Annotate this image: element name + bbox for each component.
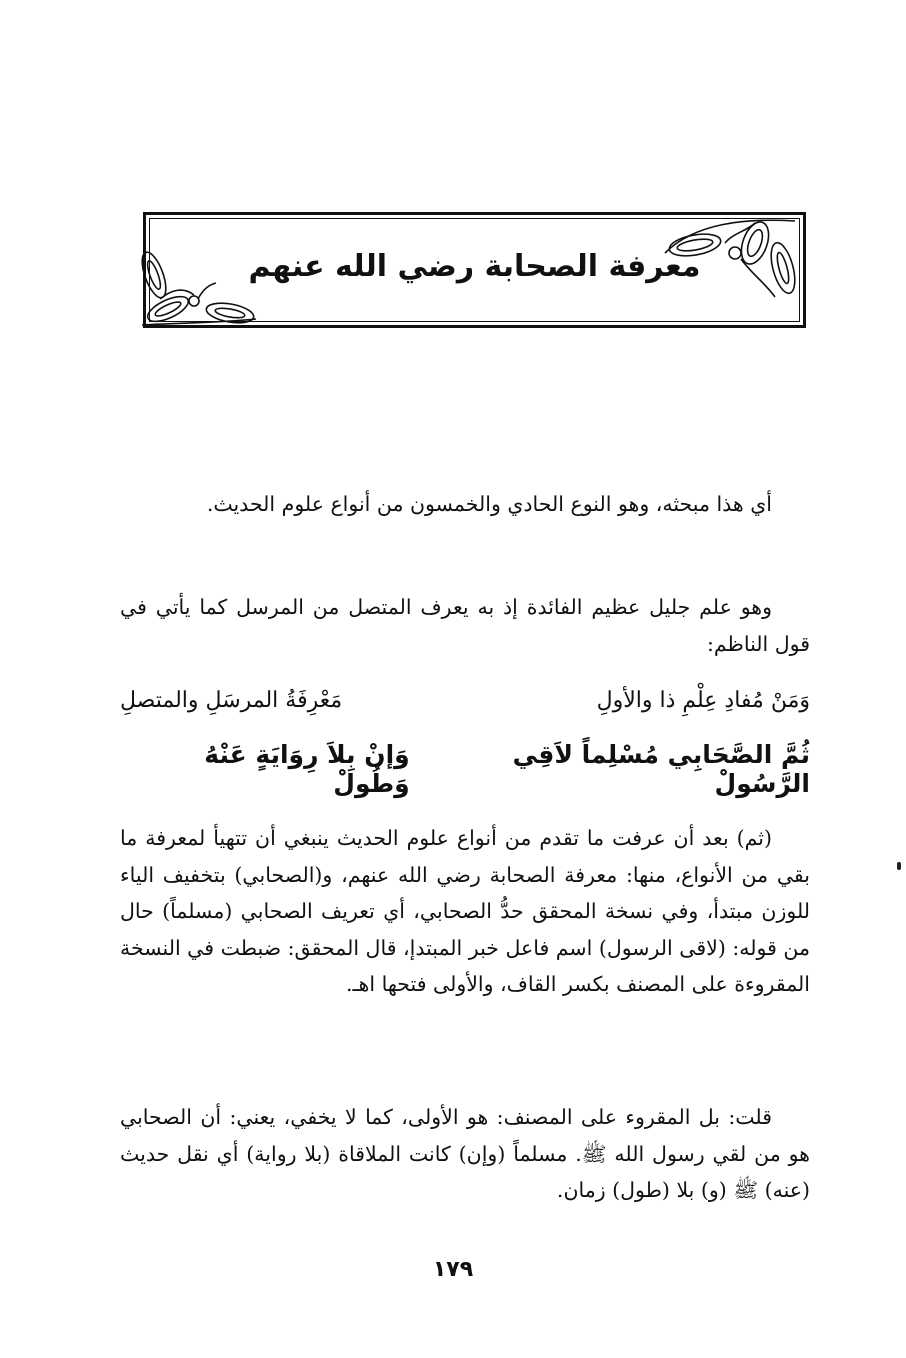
chapter-title-frame xyxy=(143,212,806,328)
paragraph-importance: وهو علم جليل عظيم الفائدة إذ به يعرف المتصل من المرسل كما يأتي في قول الناظم: xyxy=(120,595,810,656)
verse-2-first-hemistich: ثُمَّ الصَّحَابِي مُسْلِماً لاَقِي الرَّسُولْ xyxy=(512,740,810,798)
scan-edge-mark xyxy=(897,862,901,870)
verse-1-second-hemistich: مَعْرِفَةُ المرسَلِ والمتصلِ xyxy=(120,688,343,713)
paragraph-intro: أي هذا مبحثه، وهو النوع الحادي والخمسون من أنواع علوم الحديث. xyxy=(206,492,772,516)
paragraph-clarification: قلت: بل المقروء على المصنف: هو الأولى، كما لا يخفي، يعني: أن الصحابي هو من لقي رسول الله ﷺ. مسلماً (وإن) كانت الملاقاة (بلا رواية) أي نقل حديث (عنه) ﷺ (و) بلا (طول) زمان. xyxy=(120,1105,810,1202)
verse-line-1 xyxy=(120,688,810,713)
verse-1-first-hemistich: وَمَنْ مُفادِ عِلْمِ ذا والأولِ xyxy=(596,688,810,713)
chapter-title: معرفة الصحابة رضي الله عنهم xyxy=(248,249,701,284)
paragraph-commentary: (ثم) بعد أن عرفت ما تقدم من أنواع علوم الحديث ينبغي أن تتهيأ لمعرفة ما بقي من الأنواع، منها: معرفة الصحابة رضي الله عنهم، و(الصحابي) بتخفيف الياء للوزن مبتدأ، وفي نسخة المحقق حدُّ الصحابي، أي تعريف الصحابي (مسلماً) حال من قوله: (لاقى الرسول) اسم فاعل خبر المبتدإ، قال المحقق: ضبطت في النسخة المقروءة على المصنف بكسر القاف، والأولى فتحها اهـ. xyxy=(120,826,810,996)
verse-line-2 xyxy=(120,740,810,798)
verse-2-second-hemistich: وَإنْ بِلاَ رِوَايَةٍ عَنْهُ وَطُولْ xyxy=(204,740,410,798)
page-number: ١٧٩ xyxy=(432,1257,474,1282)
